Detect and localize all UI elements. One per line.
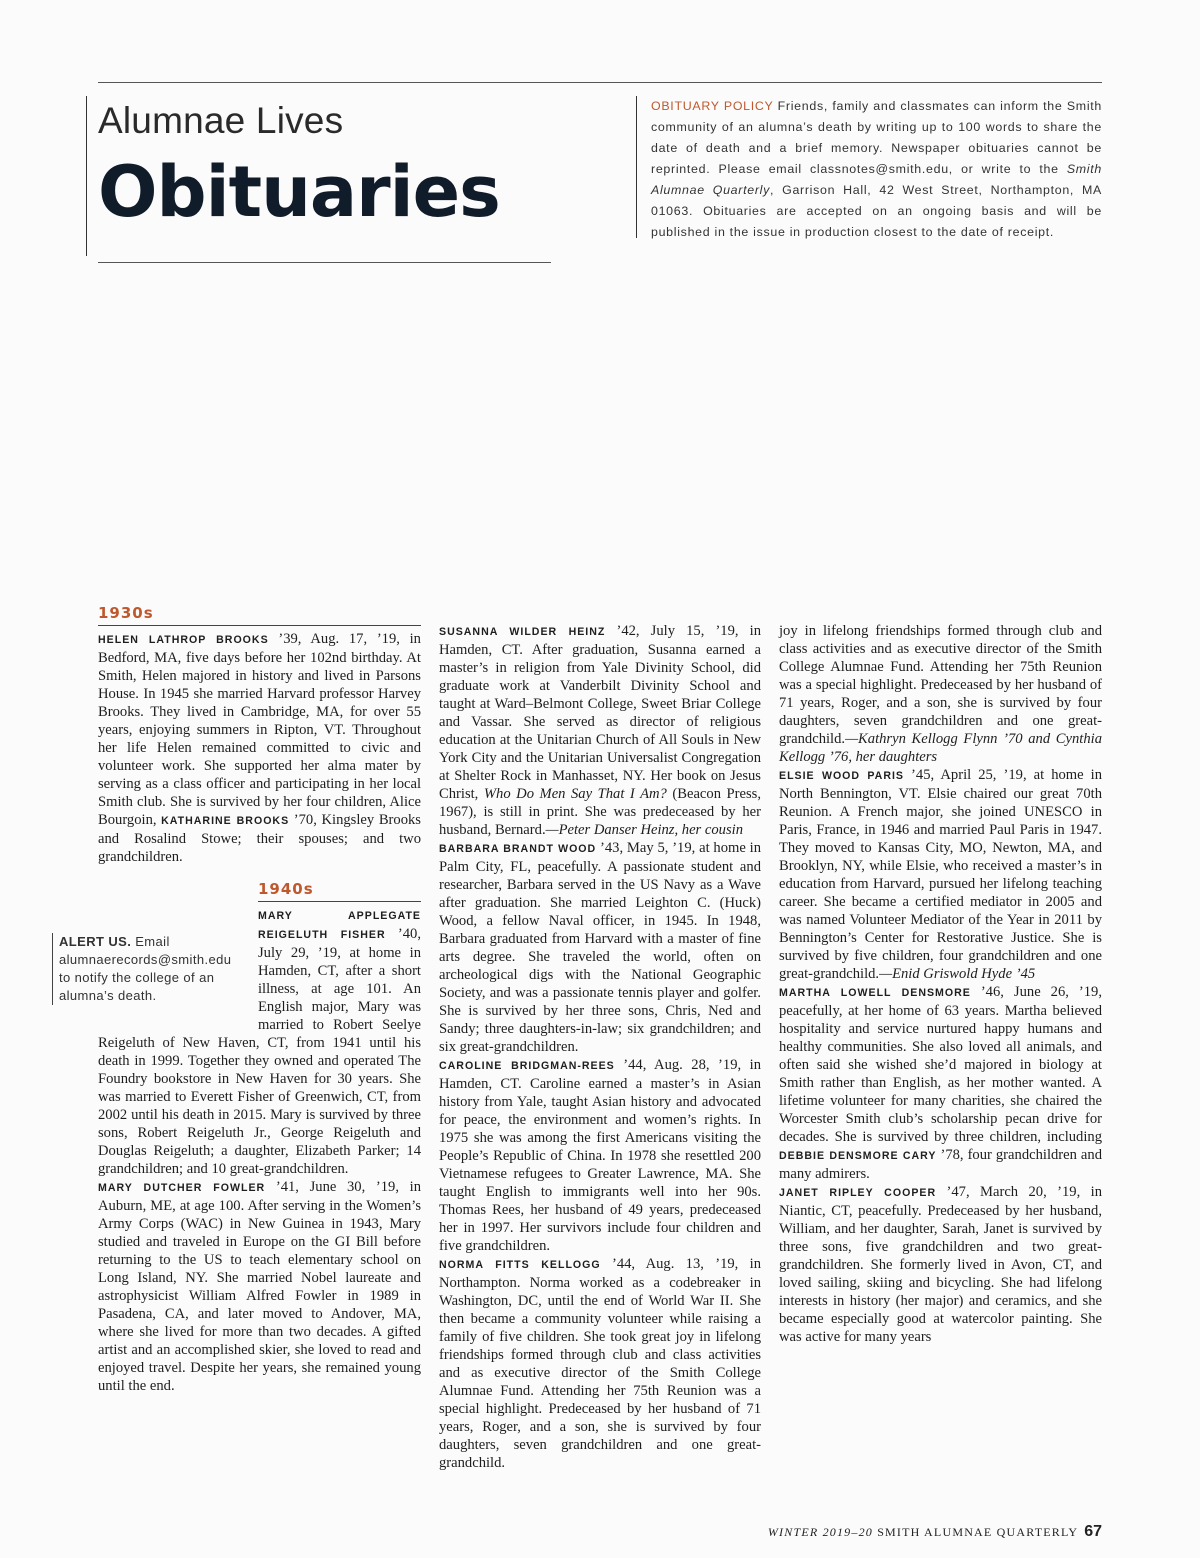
header	[86, 96, 551, 256]
obituary-name: BARBARA BRANDT WOOD	[439, 843, 597, 855]
alert-text: Email alumnaerecords@smith.edu to notify the college of an alumna’s death.	[59, 934, 232, 1003]
obituary-cooper	[779, 1183, 1102, 1346]
obituary-wood	[439, 839, 761, 1056]
obituary-text: ’39, Aug. 17, ’19, in Bedford, MA, five days before her 102nd birthday. At Smith, Helen majored in history and lived in Parsons House. In 1945 she married Harvard professor Harvey Brooks. They lived in Cambridge, MA, for over 55 years, enjoying summers in Ripton, VT. Throughout her life Helen remained committed to civic and volunteer work. She supported her alma mater by serving as a class officer and participating in her local Smith club. She is survived by her four children, Alice Bourgoin,	[98, 631, 421, 828]
continued-text: joy in lifelong friendships formed through club and class activities and as executive director of the Smith College Alumnae Fund. Attending her 75th Reunion was a special highlight. Predeceased by her husband of 71 years, Roger, and a son, she is survived by four daughters, seven grandchildren and one great-grandchild.	[779, 623, 1102, 747]
obituary-name: MARTHA LOWELL DENSMORE	[779, 987, 971, 999]
obituary-text: ’41, June 30, ’19, in Auburn, ME, at age 100. After serving in the Women’s Army Corps (WAC) in New Guinea in 1943, Mary studied and traveled in Europe on the GI Bill before returning to the US to teach elementary school on Long Island, NY. She married Nobel laureate and astrophysicist William Alfred Fowler in 1989 in Pasadena, CA, and later moved to Andover, MA, where she lived for more than two decades. A gifted artist and an accomplished skier, she loved to read and enjoyed travel. Despite her years, she remained young until the end.	[98, 1179, 421, 1394]
page-number: 67	[1084, 1523, 1102, 1540]
alert-us-note	[52, 933, 243, 1005]
obituary-name: HELEN LATHROP BROOKS	[98, 634, 269, 646]
obituary-text: ’40, July 29, ’19, at home in Hamden, CT, after a short illness, at age 101. An English major, Mary was married to Robert Seelye Reigeluth of New Haven, CT, from 1941 until his death in 1999. Together they owned and operated The Foundry bookstore in New Haven for 30 years. She was married to Everett Fisher of Greenwich, CT, from 2002 until his death in 2015. Mary is survived by three sons, Robert Reigeluth Jr., George Reigeluth and Douglas Reigeluth; a daughter, Elizabeth Parker; 14 grandchildren; and 10 great-grandchildren.	[98, 926, 421, 1177]
column-3	[779, 622, 1102, 1346]
policy-label: OBITUARY POLICY	[651, 99, 774, 113]
obituary-name: NORMA FITTS KELLOGG	[439, 1259, 601, 1271]
obituary-signature: —Peter Danser Heinz, her cousin	[545, 822, 743, 838]
obituary-kellogg-continued	[779, 622, 1102, 766]
title-rule	[98, 262, 551, 263]
section-label: Alumnae Lives	[98, 100, 344, 141]
obituary-bridgman-rees	[439, 1056, 761, 1255]
column-2	[439, 622, 761, 1471]
alert-label: ALERT US.	[59, 934, 132, 949]
obituary-signature: —Kathryn Kellogg Flynn ’70 and Cynthia Kellogg ’76, her daughters	[779, 731, 1102, 765]
obituary-text: ’47, March 20, ’19, in Niantic, CT, peacefully. Predeceased by her husband, William, and her daughter, Sarah, Janet is survived by three sons, five grandchildren and two great-grandchildren. She formerly lived in Avon, CT, and loved sailing, skiing and bicycling. She had lifelong interests in history (her major) and ceramics, and she became especially good at watercolor painting. She was active for many years	[779, 1184, 1102, 1345]
obituary-name-relative: KATHARINE BROOKS	[161, 815, 290, 827]
obituary-text: ’45, April 25, ’19, at home in North Bennington, VT. Elsie chaired our great 70th Reunion. A French major, she joined UNESCO in Paris, France, in 1946 and married Paul Paris in 1947. They moved to Kansas City, MO, Newton, MA, and Brooklyn, NY, while Elsie, who received a master’s in education from Harvard, pursued her lifelong teaching career. She became a certified mediator in 2005 and was named Volunteer Mediator of the Year in 2011 by Bennington’s Center for Restorative Justice. She is survived by five children, four grandchildren and one great-grandchild.	[779, 767, 1103, 982]
footer-issue: WINTER 2019–20	[767, 1525, 873, 1539]
obituary-text: ’42, July 15, ’19, in Hamden, CT. After graduation, Susanna earned a master’s in religion from Yale Divinity School, did graduate work at Vanderbilt Divinity School and taught at Ward–Belmont College, Sweet Briar College and Vassar. She served as director of religious education at the Unitarian Church of All Souls in New York City and the Unitarian Universalist Congregation at Shelter Rock in Manhasset, NY. Her book on Jesus Christ,	[439, 623, 761, 802]
obituary-name: JANET RIPLEY COOPER	[779, 1187, 937, 1199]
obituary-text: ’43, May 5, ’19, at home in Palm City, FL, peacefully. A passionate student and researcher, Barbara served in the US Navy as a Wave after graduation. She married Leighton C. (Huck) Wood, a fellow Naval officer, in 1945. In 1948, Barbara graduated from Harvard with a master of fine arts degree. She traveled the world, often on archeological digs with the National Geographic Society, and was a passionate tennis player and golfer. She is survived by her three sons, Chris, Ned and Sandy; three daughters-in-law; six grandchildren; and six great-grandchildren.	[439, 840, 761, 1055]
obituary-densmore	[779, 983, 1102, 1183]
footer-publication: SMITH ALUMNAE QUARTERLY	[877, 1525, 1079, 1539]
obituary-text: ’78, four grandchildren and many admirers.	[779, 1147, 1102, 1182]
obituary-name: CAROLINE BRIDGMAN-REES	[439, 1060, 615, 1072]
obituary-name-relative: DEBBIE DENSMORE CARY	[779, 1150, 937, 1162]
policy-text-1: Friends, family and classmates can inform the Smith community of an alumna’s death by writing up to 100 words to share the date of death and a brief memory. Newspaper obituaries cannot be reprinted. Please email classnotes@smith.edu, or write to the	[651, 99, 1103, 176]
policy-publication: Smith Alumnae Quarterly	[651, 162, 1102, 197]
obituary-heinz	[439, 622, 761, 839]
obituary-name: MARY APPLEGATE REIGELUTH FISHER	[258, 910, 421, 941]
page-title: Obituaries	[98, 151, 500, 233]
obituary-text: ’44, Aug. 28, ’19, in Hamden, CT. Caroline earned a master’s in Asian history from Yale, taught Asian history and advocated for peace, the environment and women’s rights. In 1975 she was among the first Americans visiting the People’s Republic of China. In 1978 she resettled 200 Vietnamese refugees to Greater Lawrence, MA. She taught English to immigrants well into her 90s. Thomas Rees, her husband of 49 years, predeceased her in 1997. Her survivors include four children and five grandchildren.	[439, 1057, 761, 1254]
obituary-name: ELSIE WOOD PARIS	[779, 770, 904, 782]
decade-heading-1940s: 1940s	[258, 880, 421, 902]
policy-text-2: , Garrison Hall, 42 West Street, Northampton, MA 01063. Obituaries are accepted on an ongoing basis and will be published in the issue in production closest to the date of receipt.	[651, 183, 1102, 239]
obituary-policy	[636, 96, 1102, 238]
obituary-signature: —Enid Griswold Hyde ’45	[879, 966, 1036, 982]
obituary-name: MARY DUTCHER FOWLER	[98, 1182, 266, 1194]
obituary-brooks	[98, 630, 421, 866]
obituary-text: ’44, Aug. 13, ’19, in Northampton. Norma worked as a codebreaker in Washington, DC, until the end of World War II. She then became a community volunteer while raising a family of five children. She took great joy in lifelong friendships formed through club and class activities and as executive director of the Smith College Alumnae Fund. Attending her 75th Reunion was a special highlight. Predeceased by her husband of 71 years, Roger, and a son, she is survived by four daughters, seven grandchildren and one great-grandchild.	[439, 1256, 761, 1471]
obituary-text: (Beacon Press, 1967), is still in print. She was predeceased by her husband, Bernard.	[439, 786, 761, 838]
obituary-fowler	[98, 1178, 421, 1395]
obituary-name: SUSANNA WILDER HEINZ	[439, 626, 606, 638]
book-title: Who Do Men Say That I Am?	[483, 786, 667, 802]
top-rule	[98, 82, 1102, 83]
obituary-text: ’46, June 26, ’19, peacefully, at her home of 63 years. Martha believed hospitality and service nurtured happy humans and healthy communities. She also loved all animals, and often said she wished she’d majored in biology at Smith rather than English, as her mother wanted. A lifetime volunteer for many charities, she chaired the Worcester Smith club’s scholarship pecan drive for decades. She is survived by three children, including	[779, 984, 1102, 1145]
obituary-kellogg	[439, 1255, 761, 1471]
decade-heading-1930s: 1930s	[98, 604, 421, 626]
page-footer	[768, 1523, 1102, 1541]
obituary-text: ’70, Kingsley Brooks and Rosalind Stowe; their spouses; and two grandchildren.	[98, 812, 421, 865]
obituary-paris	[779, 766, 1102, 983]
